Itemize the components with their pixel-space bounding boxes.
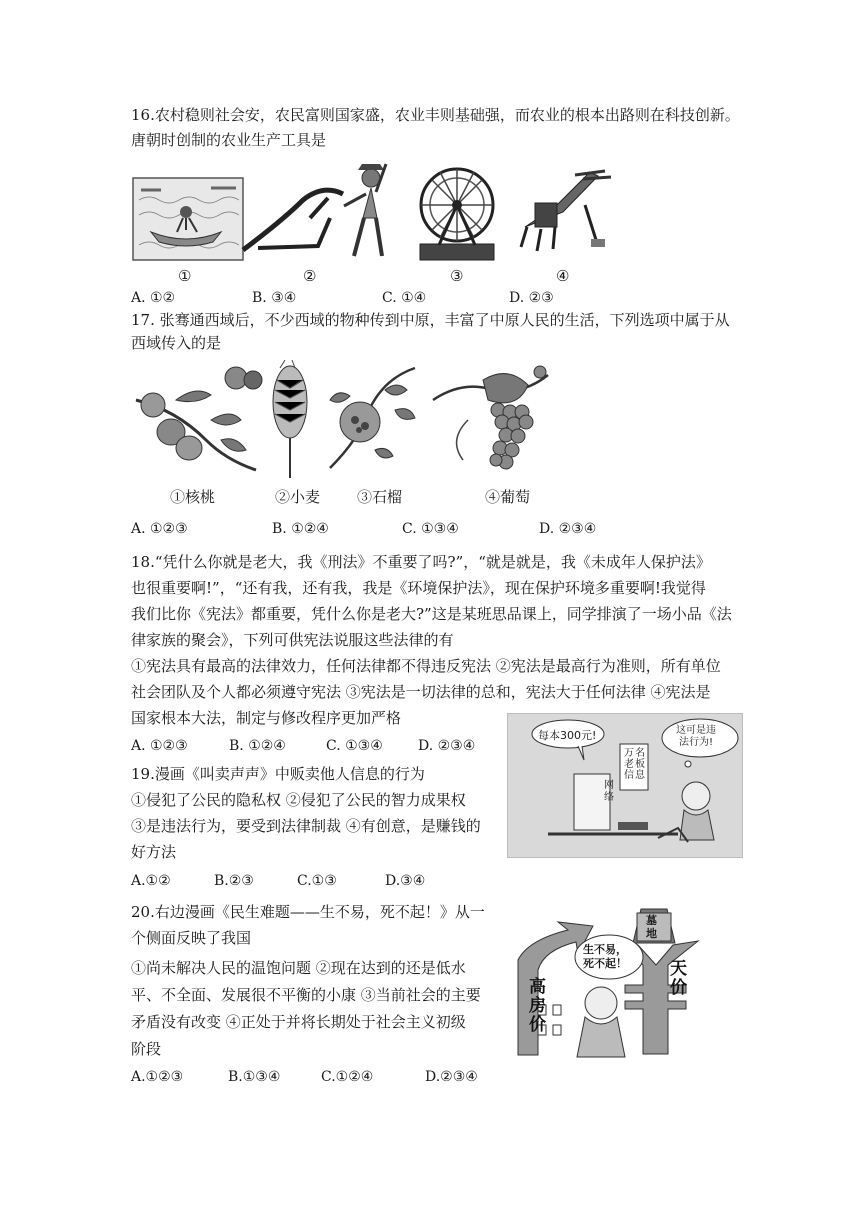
q19-book-char: 万 — [624, 748, 634, 759]
q17-stem-line2: 西域传入的是 — [131, 334, 222, 352]
q20-bubble-line2: 死不起！ — [583, 957, 627, 970]
q19-book-char: 息 — [635, 770, 645, 781]
q19-statement-line2: ③是违法行为，要受到法律制裁 ④有创意，是赚钱的 — [131, 817, 481, 835]
q20-arrow-label — [529, 978, 546, 1035]
q19-statement-line1: ①侵犯了公民的隐私权 ②侵犯了公民的智力成果权 — [131, 791, 466, 809]
q17-stem-line1: 17. 张骞通西域后，不少西域的物种传到中原，丰富了中原人民的生活，下列选项中属于从 — [131, 311, 730, 329]
q19-bubble-citizen — [676, 725, 716, 749]
q20-statement-line3: 矛盾没有改变 ④正处于并将长期处于社会主义初级 — [131, 1013, 466, 1031]
q19-screen-char: 络 — [604, 792, 614, 803]
q19-book-char: 信 — [624, 770, 634, 781]
q16-figure-1-label: ① — [178, 267, 192, 285]
q16-stem-line2: 唐朝时创制的农业生产工具是 — [131, 131, 327, 149]
q18-statement-line3: 国家根本大法，制定与修改程序更加严格 — [131, 709, 402, 727]
q16-option-c[interactable]: C. ①④ — [382, 290, 427, 306]
q17-option-d[interactable]: D. ②③④ — [539, 521, 597, 537]
q18-statement-line2: 社会团队及个人都必须遵守宪法 ③宪法是一切法律的总和，宪法大于任何法律 ④宪法是 — [131, 683, 711, 701]
q18-stem-line2: 也很重要啊!”，“还有我，还有我，我是《环境保护法》，现在保护环境多重要啊!我觉得 — [131, 579, 706, 597]
q16-option-d[interactable]: D. ②③ — [509, 290, 554, 306]
q16-stem-line1: 16.农村稳则社会安，农民富则国家盛，农业丰则基础强，而农业的根本出路则在科技创新。 — [131, 106, 740, 124]
q20-option-a[interactable]: A.①②③ — [131, 1069, 184, 1085]
q16-figure-2-label: ② — [303, 267, 317, 285]
q17-figure-grape — [428, 360, 553, 480]
q19-book-char: 板 — [635, 759, 645, 770]
q17-figure-pomegranate — [315, 360, 425, 480]
q20-statement-line2: 平、不全面、发展很不平衡的小康 ③当前社会的主要 — [131, 986, 481, 1004]
q20-yen-char: 价 — [670, 978, 687, 998]
q18-stem-line3: 我们比你《宪法》都重要，凭什么你是老大?”这是某班思品课上，同学排演了一场小品《法 — [131, 605, 732, 623]
q17-figure-walnut — [131, 360, 266, 480]
q17-label-2: ②小麦 — [275, 488, 321, 506]
q16-figure-4-plough — [515, 165, 615, 265]
q19-option-d[interactable]: D.③④ — [385, 873, 426, 889]
q20-bubble-line1: 生不易， — [583, 943, 627, 956]
q17-option-a[interactable]: A. ①②③ — [131, 521, 188, 537]
q16-figure-3-waterwheel — [412, 160, 502, 265]
q17-option-c[interactable]: C. ①③④ — [402, 521, 459, 537]
q17-label-4: ④葡萄 — [485, 488, 531, 506]
q20-yen-char: 天 — [670, 959, 687, 979]
q20-stem-line1: 20.右边漫画《民生难题——生不易，死不起！》从一 — [131, 903, 485, 921]
q19-statement-line3: 好方法 — [131, 843, 177, 861]
q18-option-a[interactable]: A. ①②③ — [131, 738, 188, 754]
q20-option-b[interactable]: B.①③④ — [228, 1069, 281, 1085]
q20-stem-line2: 个侧面反映了我国 — [131, 929, 252, 947]
q18-option-d[interactable]: D. ②③④ — [418, 738, 476, 754]
q19-book-char: 名 — [635, 748, 645, 759]
q20-arrow-char: 价 — [529, 1015, 546, 1035]
q20-arrow-char: 房 — [529, 996, 546, 1016]
q20-option-d[interactable]: D.②③④ — [425, 1069, 478, 1085]
q16-figure-4-label: ④ — [556, 267, 570, 285]
q19-stem: 19.漫画《叫卖声声》中贩卖他人信息的行为 — [131, 765, 425, 783]
q16-figure-2-plough — [238, 158, 403, 263]
q20-tomb-label — [646, 914, 657, 940]
q17-option-b[interactable]: B. ①②④ — [272, 521, 329, 537]
q19-bubble-citizen-line1: 这可是违 — [676, 725, 716, 736]
q16-option-b[interactable]: B. ③④ — [252, 290, 297, 306]
q20-bubble — [583, 943, 627, 971]
q18-option-c[interactable]: C. ①③④ — [326, 738, 383, 754]
q17-label-3: ③石榴 — [357, 488, 403, 506]
q19-screen-label — [604, 780, 614, 804]
q19-book-label — [624, 748, 646, 781]
q20-statement-line1: ①尚未解决人民的温饱问题 ②现在达到的还是低水 — [131, 959, 466, 977]
q18-stem-line1: 18.“凭什么你就是老大，我《刑法》不重要了吗?”，“就是就是，我《未成年人保护法》 — [131, 553, 711, 571]
q20-option-c[interactable]: C.①②④ — [321, 1069, 374, 1085]
q20-cartoon — [513, 905, 723, 1060]
q19-bubble-citizen-line2: 法行为! — [678, 737, 713, 748]
q16-figure-3-label: ③ — [450, 267, 464, 285]
q19-screen-char: 网 — [604, 780, 614, 791]
q19-book-char: 老 — [624, 759, 634, 770]
q20-yen-label — [670, 960, 687, 998]
q20-statement-line4: 阶段 — [131, 1040, 162, 1058]
q20-arrow-char: 高 — [529, 977, 546, 997]
q17-label-1: ①核桃 — [170, 488, 216, 506]
q19-bubble-seller: 每本300元! — [538, 729, 597, 742]
q20-tomb-char: 墓 — [646, 914, 657, 927]
q16-figure-1-tool — [131, 170, 246, 265]
q19-option-b[interactable]: B.②③ — [214, 873, 254, 889]
q19-cartoon — [507, 713, 743, 858]
q18-stem-line4: 律家族的聚会》，下列可供宪法说服这些法律的有 — [131, 631, 454, 649]
q20-tomb-char: 地 — [646, 927, 657, 940]
q18-statement-line1: ①宪法具有最高的法律效力，任何法律都不得违反宪法 ②宪法是最高行为准则，所有单位 — [131, 657, 721, 675]
q19-option-a[interactable]: A.①② — [131, 873, 171, 889]
q19-option-c[interactable]: C.①③ — [297, 873, 337, 889]
q17-figure-wheat — [265, 360, 315, 480]
q18-option-b[interactable]: B. ①②④ — [229, 738, 286, 754]
q16-option-a[interactable]: A. ①② — [131, 290, 176, 306]
